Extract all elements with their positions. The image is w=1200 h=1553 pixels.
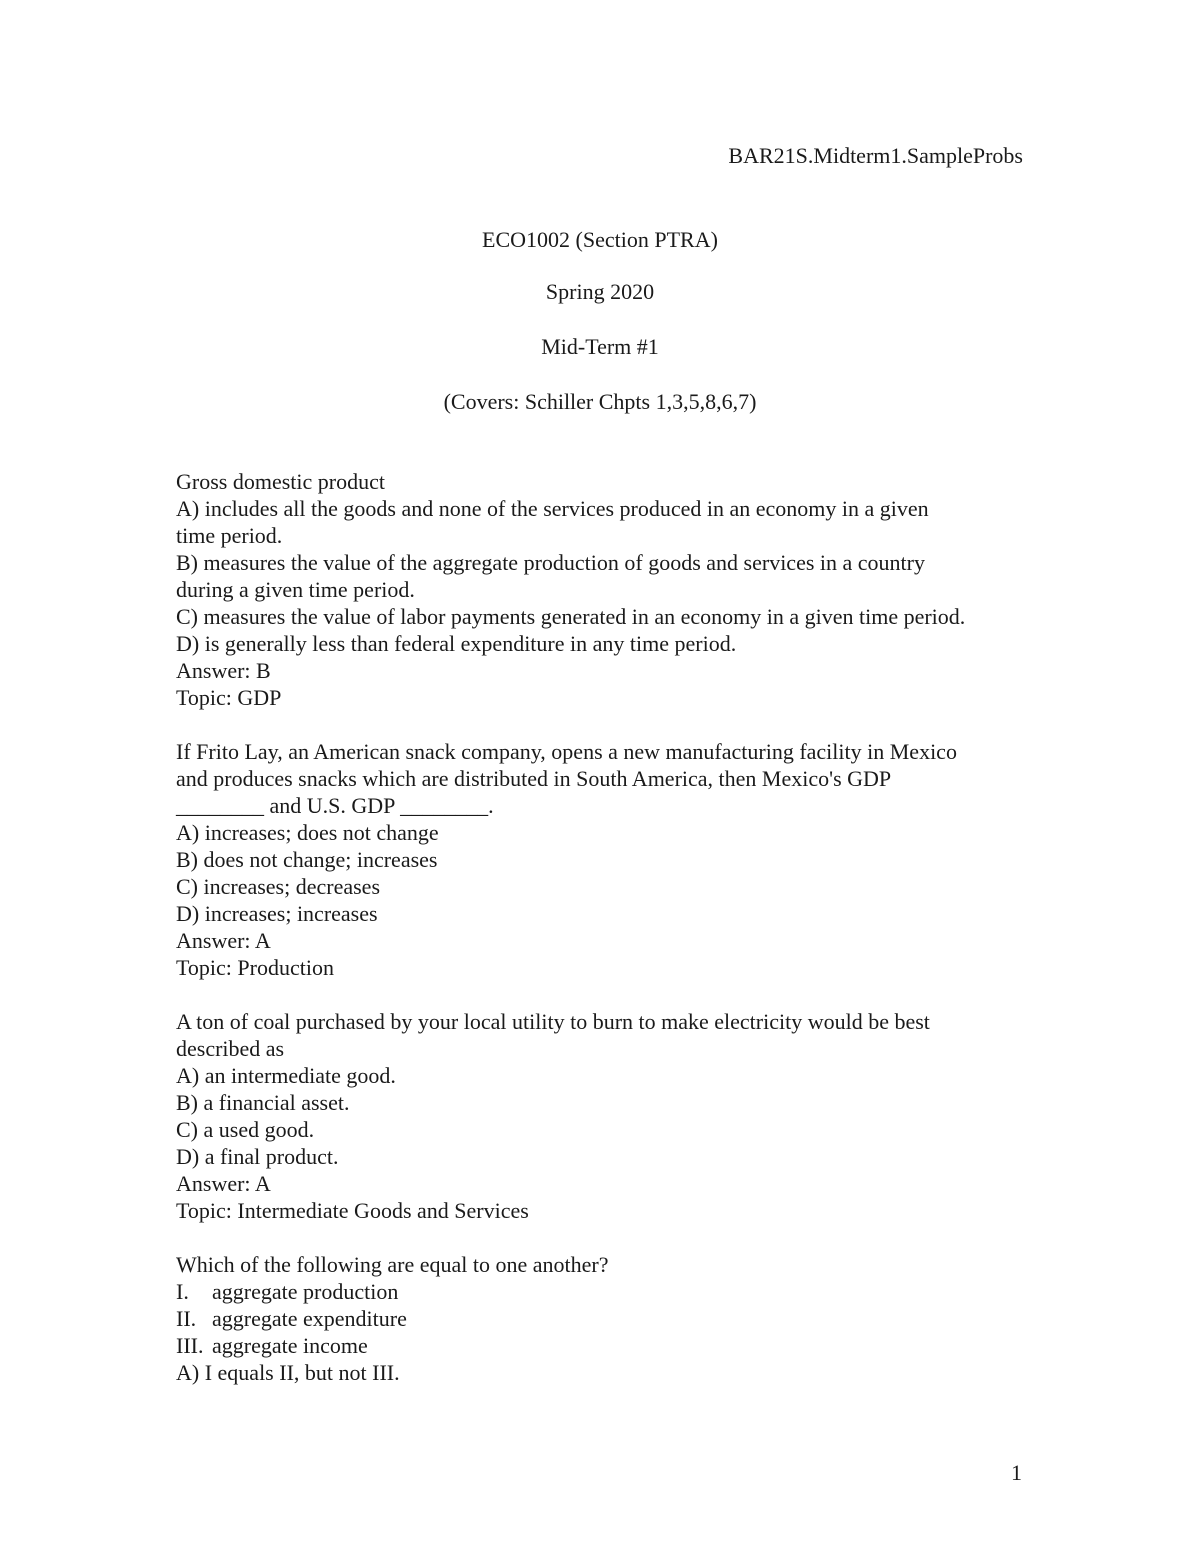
option-c: C) a used good. xyxy=(176,1117,315,1142)
roman-item xyxy=(176,1278,1036,1305)
covers-line: (Covers: Schiller Chpts 1,3,5,8,6,7) xyxy=(443,389,757,414)
answer-line: Answer: B xyxy=(176,658,271,683)
term-line: Spring 2020 xyxy=(545,279,655,304)
roman-item-text: aggregate income xyxy=(212,1333,368,1358)
exam-title: Mid-Term #1 xyxy=(541,334,659,359)
roman-item-text: aggregate production xyxy=(212,1279,399,1304)
question-stem: Gross domestic product xyxy=(176,469,385,494)
roman-numeral: III. xyxy=(176,1333,204,1358)
question-stem-continued: and produces snacks which are distributed in South America, then Mexico's GDP xyxy=(176,766,892,791)
roman-numeral: I. xyxy=(176,1279,189,1304)
option-a: A) I equals II, but not III. xyxy=(176,1360,400,1385)
roman-item-text: aggregate expenditure xyxy=(212,1306,407,1331)
question-stem-blanks: ________ and U.S. GDP ________. xyxy=(176,793,494,818)
option-b: B) a financial asset. xyxy=(176,1090,350,1115)
roman-item xyxy=(176,1332,1036,1359)
option-b: B) measures the value of the aggregate production of goods and services in a country xyxy=(176,550,925,575)
option-d: D) a final product. xyxy=(176,1144,339,1169)
topic-line: Topic: Intermediate Goods and Services xyxy=(176,1198,529,1223)
question-2 xyxy=(176,738,1036,981)
question-4 xyxy=(176,1251,1036,1386)
option-a: A) includes all the goods and none of the services produced in an economy in a given xyxy=(176,496,929,521)
option-a: A) increases; does not change xyxy=(176,820,439,845)
course-title: ECO1002 (Section PTRA) xyxy=(482,227,718,252)
option-b: B) does not change; increases xyxy=(176,847,438,872)
questions-list xyxy=(176,468,1036,1413)
option-c: C) measures the value of labor payments generated in an economy in a given time period. xyxy=(176,604,966,629)
topic-line: Topic: GDP xyxy=(176,685,282,710)
topic-line: Topic: Production xyxy=(176,955,334,980)
answer-line: Answer: A xyxy=(176,928,271,953)
answer-line: Answer: A xyxy=(176,1171,271,1196)
document-id: BAR21S.Midterm1.SampleProbs xyxy=(728,143,1023,168)
option-c: C) increases; decreases xyxy=(176,874,381,899)
question-3 xyxy=(176,1008,1036,1224)
question-stem-continued: described as xyxy=(176,1036,285,1061)
question-stem: Which of the following are equal to one another? xyxy=(176,1252,609,1277)
option-a-continued: time period. xyxy=(176,523,283,548)
option-b-continued: during a given time period. xyxy=(176,577,415,602)
roman-item xyxy=(176,1305,1036,1332)
question-stem: If Frito Lay, an American snack company, opens a new manufacturing facility in Mexico xyxy=(176,739,957,764)
roman-numeral: II. xyxy=(176,1306,197,1331)
page-number: 1 xyxy=(1011,1460,1022,1485)
question-1 xyxy=(176,468,1036,711)
option-d: D) increases; increases xyxy=(176,901,378,926)
option-a: A) an intermediate good. xyxy=(176,1063,396,1088)
option-d: D) is generally less than federal expenditure in any time period. xyxy=(176,631,737,656)
question-stem: A ton of coal purchased by your local utility to burn to make electricity would be best xyxy=(176,1009,930,1034)
